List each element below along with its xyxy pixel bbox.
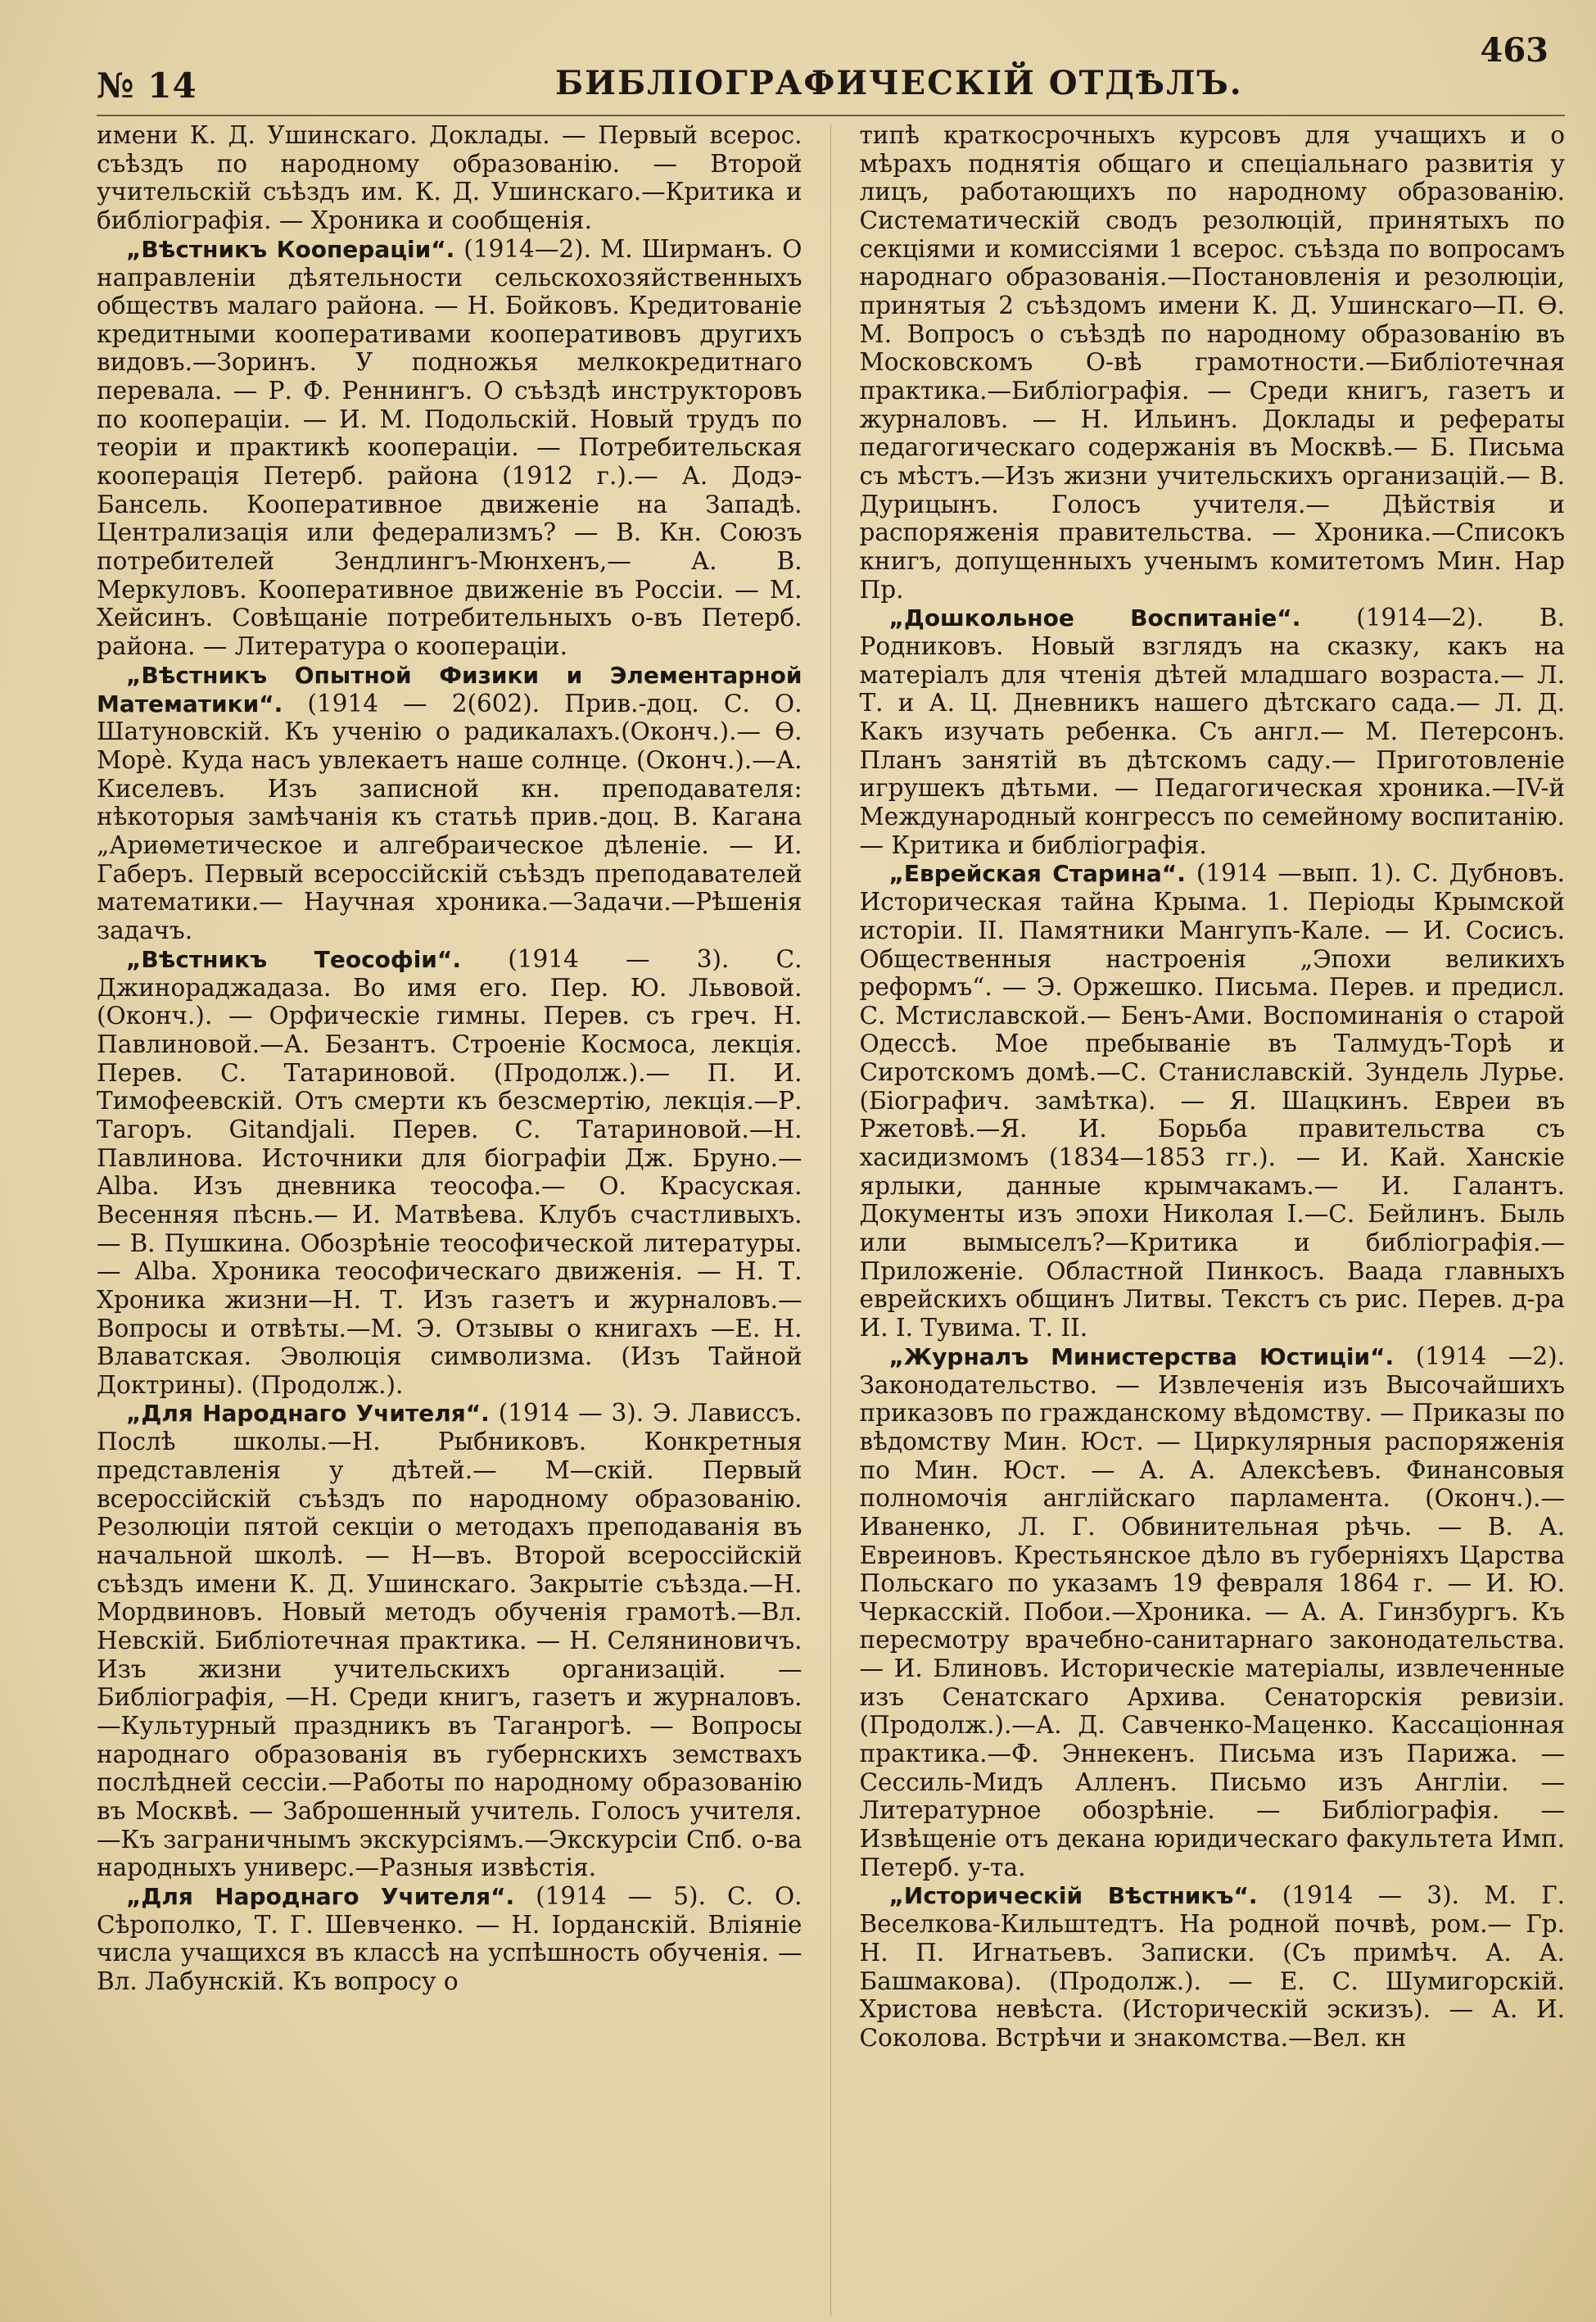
- issue-number: № 14: [97, 66, 197, 106]
- entry-istoricheskii-vestnik: [859, 1881, 1565, 2052]
- entry-vestnik-teosofii: [97, 945, 803, 1400]
- entry-title: „Для Народнаго Учителя“.: [126, 1400, 490, 1428]
- entry-text: имени К. Д. Ушинскаго. Доклады. — Первый всерос. съѣздъ по народному образованію. — Второй учительскій съѣздъ им. К. Д. Ушинскаго.—Критика и библіографія. — Хроника и сообщенія.: [97, 121, 803, 234]
- entry-title: „Вѣстникъ Теософіи“.: [126, 945, 461, 973]
- entry-text: (1914 —2). Законодательство. — Извлеченія изъ Высочайшихъ приказовъ по гражданскому вѣдомству. — Приказы по вѣдомству Мин. Юст. — Циркулярныя распоряженія по Мин. Юст. — А. А. Алексѣевъ. Финансовыя полномочія англійскаго парламента. (Оконч.).—Иваненко, Л. Г. Обвинительная рѣчь. — В. А. Евреиновъ. Крестьянское дѣло въ губерніяхъ Царства Польскаго по указамъ 19 февраля 1864 г. — И. Ю. Черкасскій. Побои.—Хроника. — А. А. Гинзбургъ. Къ пересмотру врачебно-санитарнаго законодательства.— И. Блиновъ. Историческіе матеріалы, извлеченные изъ Сенатскаго Архива. Сенаторскія ревизіи. (Продолж.).—А. Д. Савченко-Маценко. Кассаціонная практика.—Ф. Эннекенъ. Письма изъ Парижа. — Сессиль-Мидъ Алленъ. Письмо изъ Англіи. — Литературное обозрѣніе. — Библіографія. — Извѣщеніе отъ декана юридическаго факультета Имп. Петерб. у-та.: [859, 1342, 1565, 1881]
- page-header: [97, 23, 1565, 121]
- entry-text: (1914 —вып. 1). С. Дубновъ. Историческая тайна Крыма. 1. Періоды Крымской исторіи. II. Памятники Мангупъ-Кале. — И. Сосисъ. Общественныя настроенія „Эпохи великихъ реформъ“. — Э. Оржешко. Письма. Перев. и предисл. С. Мстиславской.— Бенъ-Ами. Воспоминанія о старой Одессѣ. Мое пребываніе въ Талмудъ-Торѣ и Сиротскомъ домѣ.—С. Станиславскій. Зундель Лурье. (Біографич. замѣтка). — Я. Шацкинъ. Евреи въ Ржетовѣ.—Я. И. Борьба правительства съ хасидизмомъ (1834—1853 гг.). — И. Кай. Ханскіе ярлыки, данные крымчакамъ.— И. Галантъ. Документы изъ эпохи Николая I.—С. Бейлинъ. Быль или вымыселъ?—Критика и библіографія.—Приложеніе. Областной Пинкосъ. Ваада главныхъ еврейскихъ общинъ Литвы. Текстъ съ рис. Перев. д-ра И. І. Тувима. Т. II.: [859, 859, 1565, 1342]
- entry-text: (1914 — 3). Э. Лависсъ. Послѣ школы.—Н. Рыбниковъ. Конкретныя представленія у дѣтей.— М—скій. Первый всероссійскій съѣздъ по народному образованію. Резолюціи пятой секціи о методахъ преподаванія въ начальной школѣ. — Н—въ. Второй всероссійскій съѣздъ имени К. Д. Ушинскаго. Закрытіе съѣзда.—Н. Мордвиновъ. Новый методъ обученія грамотѣ.—Вл. Невскій. Библіотечная практика. — Н. Селяниновичъ. Изъ жизни учительскихъ организацій. — Библіографія, —Н. Среди книгъ, газетъ и журналовъ.—Культурный праздникъ въ Таганрогѣ. — Вопросы народнаго образованія въ губернскихъ земствахъ послѣдней сессіи.—Работы по народному образованію въ Москвѣ. — Заброшенный учитель. Голосъ учителя.—Къ заграничнымъ экскурсіямъ.—Экскурсіи Спб. о-ва народныхъ универс.—Разныя извѣстія.: [97, 1399, 803, 1882]
- left-column: [97, 121, 803, 2316]
- entry-title: „Для Народнаго Учителя“.: [126, 1882, 515, 1910]
- right-column: [859, 121, 1565, 2316]
- column-divider: [830, 124, 832, 2316]
- entry-dlya-uchitelya-3: [97, 1399, 803, 1881]
- entry-title: „Историческій Вѣстникъ“.: [888, 1882, 1258, 1910]
- entry-title: „Вѣстникъ Кооперацiи“.: [126, 235, 455, 263]
- entry-text: (1914 — 2(602). Прив.-доц. С. О. Шатуновскій. Къ ученію о радикалахъ.(Оконч.).— Ѳ. Морѐ. Куда насъ увлекаетъ наше солнце. (Оконч.).—А. Киселевъ. Изъ записной кн. преподавателя: нѣкоторыя замѣчанія къ статьѣ прив.-доц. В. Кагана „Ариѳметическое и алгебраическое дѣленіе. — И. Габеръ. Первый всероссійскій съѣздъ преподавателей математики.— Научная хроника.—Задачи.—Рѣшенія задачъ.: [97, 689, 803, 945]
- entry-title: „Журналъ Министерства Юстиціи“.: [888, 1342, 1395, 1370]
- entry-continued: [859, 121, 1565, 604]
- entry-zhurnal-yustitsii: [859, 1342, 1565, 1882]
- entry-title: „Вѣстникъ Опытной Физики и Элементарной Математики“.: [97, 661, 803, 717]
- entry-doshkolnoe-vospitanie: [859, 604, 1565, 859]
- entry-text: (1914 — 5). С. О. Сѣрополко, Т. Г. Шевченко. — Н. Іорданскій. Вліяніе числа учащихся въ классѣ на успѣшность обученія. — Вл. Лабунскій. Къ вопросу о: [97, 1881, 803, 1996]
- entry-title: „Еврейская Старина“.: [888, 860, 1186, 888]
- entry-vestnik-fiziki: [97, 661, 803, 945]
- entry-text: (1914—2). М. Ширманъ. О направленiи дѣятельности сельскохозяйственныхъ обществъ малаго района. — Н. Бойковъ. Кредитованіе кредитными кооперативами кооперативовъ другихъ видовъ.—Зоринъ. У подножья мелкокредитнаго перевала. — Р. Ф. Реннингъ. О съѣздѣ инструкторовъ по кооперацiи. — И. М. Подольскій. Новый трудъ по теоріи и практикѣ кооперацiи. — Потребительская кооперацiя Петерб. района (1912 г.).— А. Додэ-Бансель. Кооперативное движеніе на Западѣ. Централизація или федерализмъ? — В. Кн. Союзъ потребителей Зендлингъ-Мюнхенъ,— А. В. Меркуловъ. Кооперативное движеніе въ Россіи. — М. Хейсинъ. Совѣщаніе потребительныхъ о-въ Петерб. района. — Литература о кооперацiи.: [97, 234, 803, 661]
- entry-text: типѣ краткосрочныхъ курсовъ для учащихъ и о мѣрахъ поднятія общаго и спеціальнаго развитія у лицъ, работающихъ по народному образованію. Систематическій сводъ резолюцій, принятыхъ по секціями и комиссіями 1 всерос. съѣзда по вопросамъ народнаго образованія.—Постановленія и резолюціи, принятыя 2 съѣздомъ имени К. Д. Ушинскаго—П. Ѳ. М. Вопросъ о съѣздѣ по народному образованію въ Московскомъ О-вѣ грамотности.—Библіотечная практика.—Библіографія. — Среди книгъ, газетъ и журналовъ. — Н. Ильинъ. Доклады и рефераты педагогическаго содержанія въ Москвѣ.— Б. Письма съ мѣстъ.—Изъ жизни учительскихъ организацій.— В. Дурицынъ. Голосъ учителя.— Дѣйствія и распоряженія правительства. — Хроника.—Списокъ книгъ, допущенныхъ ученымъ комитетомъ Мин. Нар Пр.: [859, 121, 1565, 604]
- entry-title: „Дошкольное Воспитаніе“.: [888, 604, 1301, 632]
- header-rule: [97, 115, 1565, 116]
- columns: [97, 121, 1565, 2316]
- entry-evreiskaya-starina: [859, 859, 1565, 1342]
- entry-text: (1914 — 3). С. Джинораджадаза. Во имя его. Пер. Ю. Львовой. (Оконч.). — Орфическіе гимны. Перев. съ греч. Н. Павлиновой.—А. Безантъ. Строеніе Космоса, лекція. Перев. С. Татариновой. (Продолж.).— П. И. Тимофеевскій. Отъ смерти къ безсмертію, лекція.—Р. Тагоръ. Gitandjali. Перев. С. Татариновой.—Н. Павлинова. Источники для біографіи Дж. Бруно.—Alba. Изъ дневника теософа.— О. Красуская. Весенняя пѣснь.— И. Матвѣева. Клубъ счастливыхъ. — В. Пушкина. Обозрѣніе теософической литературы. — Alba. Хроника теософическаго движенія. — Н. Т. Хроника жизни—Н. Т. Изъ газетъ и журналовъ.—Вопросы и отвѣты.—М. Э. Отзывы о книгахъ —Е. Н. Влаватская. Эволюція символизма. (Изъ Тайной Доктрины). (Продолж.).: [97, 944, 803, 1399]
- entry-vestnik-kooperatsii: [97, 235, 803, 661]
- entry-continued: [97, 121, 803, 235]
- entry-dlya-uchitelya-5: [97, 1882, 803, 1996]
- entry-text: (1914—2). В. Родниковъ. Новый взглядъ на сказку, какъ на матеріалъ для чтенія дѣтей младшаго возраста.— Л. Т. и А. Ц. Дневникъ нашего дѣтскаго сада.— Л. Д. Какъ изучать ребенка. Съ англ.— М. Петерсонъ. Планъ занятій въ дѣтскомъ саду.— Приготовленіе игрушекъ дѣтьми. — Педагогическая хроника.—IV-й Международный конгрессъ по семейному воспитанію. — Критика и библіографія.: [859, 604, 1565, 859]
- page-number: 463: [1480, 31, 1549, 70]
- entry-text: (1914 — 3). М. Г. Веселкова-Кильштедтъ. На родной почвѣ, ром.— Гр. Н. П. Игнатьевъ. Записки. (Съ примѣч. А. А. Башмакова). (Продолж.). — Е. С. Шумигорскій. Христова невѣста. (Историческій эскизъ). — А. И. Соколова. Встрѣчи и знакомства.—Вел. кн: [859, 1881, 1565, 2052]
- section-title: БИБЛІОГРАФИЧЕСКІЙ ОТДѢЛЪ.: [555, 64, 1243, 102]
